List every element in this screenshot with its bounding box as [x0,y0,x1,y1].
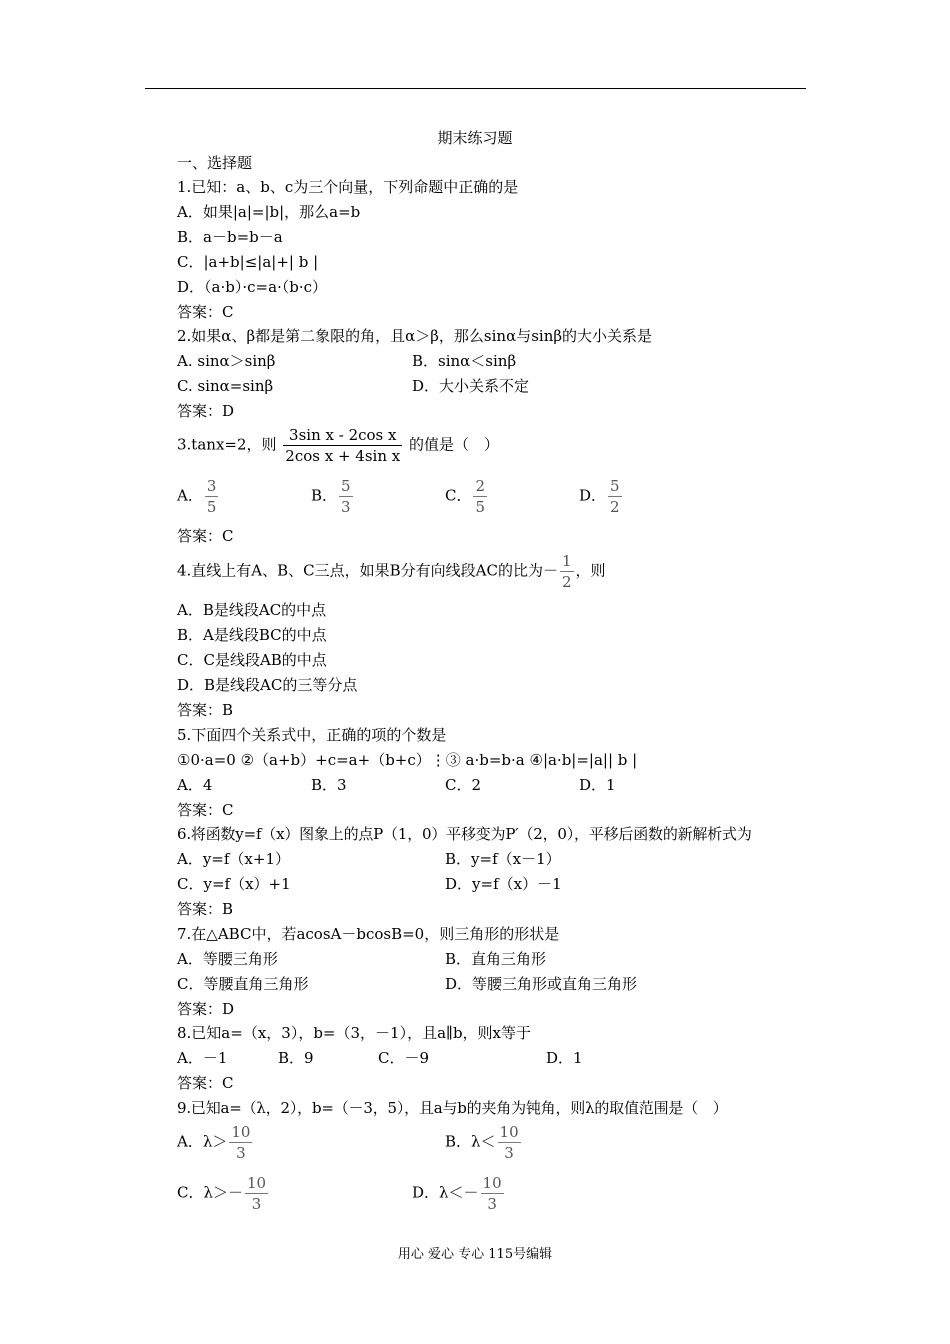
q9-option-b-num: 10 [499,1123,519,1141]
q5-stem: 5.下面四个关系式中，正确的项的个数是 [177,726,447,744]
q2-answer: 答案：D [177,402,235,420]
q9-option-c-den: 3 [251,1195,262,1213]
q3-option-a-label: A． [177,486,203,505]
q9-option-a-label: A．λ＞ [177,1132,228,1151]
q4-option-c: C．C是线段AB的中点 [177,651,327,669]
q5-option-a: A．4 [177,776,213,794]
q4-option-d: D．B是线段AC的三等分点 [177,676,358,694]
q7-option-c: C．等腰直角三角形 [177,975,309,993]
q3-option-d-label: D． [579,486,607,505]
q9-option-b-fraction [498,1122,521,1163]
q5-option-b: B．3 [311,776,347,794]
q9-option-d-den: 3 [487,1195,497,1213]
q9-option-a [177,1122,254,1163]
q3-option-d-den: 2 [610,498,620,516]
q7-option-b: B．直角三角形 [445,950,547,968]
q3-stem [177,425,499,466]
q9-option-a-den: 3 [236,1144,246,1162]
q8-option-d: D．1 [546,1049,583,1067]
q9-option-b [445,1122,523,1163]
q3-option-c-den: 5 [475,498,486,516]
q3-option-d [579,476,624,517]
q9-option-d [412,1173,506,1214]
q9-option-b-den: 3 [504,1144,514,1162]
q3-option-c-label: C． [445,486,472,505]
header-rule [145,88,806,89]
q4-stem-pre: 4.直线上有A、B、C三点，如果B分有向线段AC的比为－ [177,561,558,580]
q3-stem-post: 的值是（ ） [409,435,500,454]
q7-option-a: A．等腰三角形 [177,950,278,968]
q4-option-a: A．B是线段AC的中点 [177,601,327,619]
q8-option-c: C．－9 [378,1049,430,1067]
q5-option-d: D．1 [579,776,616,794]
q3-option-a-fraction [205,476,219,517]
q2-option-a: A. sinα＞sinβ [177,352,276,370]
q1-stem: 1.已知：a、b、c为三个向量，下列命题中正确的是 [177,178,519,196]
q9-stem: 9.已知a=（λ，2），b=（－3，5），且a与b的夹角为钝角，则λ的取值范围是（ ） [177,1099,728,1117]
q4-fraction [560,551,574,592]
q1-option-d: D．（a·b）·c=a·（b·c） [177,278,328,296]
q6-option-d: D．y=f（x）－1 [445,875,562,893]
q1-option-b: B．a－b=b－a [177,228,283,246]
q7-stem: 7.在△ABC中，若acosA－bcosB=0，则三角形的形状是 [177,925,560,943]
q3-fraction [283,425,402,466]
q3-option-b-fraction [339,476,353,517]
q3-option-a [177,476,220,517]
q1-option-a: A．如果|a|=|b|，那么a=b [177,203,361,221]
q7-option-d: D．等腰三角形或直角三角形 [445,975,638,993]
q9-option-d-label: D．λ＜－ [412,1183,479,1202]
q3-option-d-fraction [608,476,622,517]
q3-answer: 答案：C [177,527,234,545]
q6-option-c: C．y=f（x）+1 [177,875,291,893]
q4-option-b: B．A是线段BC的中点 [177,626,327,644]
q9-option-c-label: C．λ＞－ [177,1183,243,1202]
q2-option-b: B．sinα＜sinβ [412,352,517,370]
q4-fraction-denominator: 2 [561,573,572,591]
q4-answer: 答案：B [177,701,234,719]
q9-option-a-num: 10 [231,1123,251,1141]
q9-option-d-num: 10 [482,1174,502,1192]
q9-option-c-fraction [245,1173,268,1214]
q1-option-c: C．|a+b|≤|a|+| b | [177,253,319,271]
section-heading: 一、选择题 [177,154,253,172]
q6-answer: 答案：B [177,900,234,918]
q8-stem: 8.已知a=（x，3），b=（3，－1），且a∥b，则x等于 [177,1024,532,1042]
q2-option-c: C. sinα=sinβ [177,377,274,395]
q3-stem-pre: 3.tanx=2，则 [177,435,277,454]
q3-fraction-denominator: 2cos x + 4sin x [285,447,401,465]
q3-option-c-num: 2 [475,477,486,495]
q4-fraction-numerator: 1 [561,552,572,570]
q3-option-b-num: 5 [341,477,351,495]
q9-option-b-label: B．λ＜ [445,1132,496,1151]
q4-stem-post: ，则 [575,561,606,580]
q9-option-a-fraction [229,1122,252,1163]
q3-option-b [311,476,355,517]
q6-option-b: B．y=f（x－1） [445,850,561,868]
page-footer: 用心 爱心 专心 115号编辑 [397,1247,553,1262]
q3-option-b-label: B． [311,486,338,505]
q5-option-c: C．2 [445,776,482,794]
q2-option-d: D．大小关系不定 [412,377,530,395]
q2-stem: 2.如果α、β都是第二象限的角，且α＞β，那么sinα与sinβ的大小关系是 [177,327,653,345]
q7-answer: 答案：D [177,1000,235,1018]
q3-option-c [445,476,489,517]
q3-option-b-den: 3 [341,498,351,516]
q3-option-d-num: 5 [610,477,620,495]
q1-answer: 答案：C [177,303,234,321]
q6-option-a: A．y=f（x+1） [177,850,290,868]
page-title: 期末练习题 [437,129,513,147]
q8-option-b: B．9 [278,1049,314,1067]
q3-option-a-den: 5 [206,498,217,516]
q9-option-c [177,1173,270,1214]
q3-option-c-fraction [473,476,487,517]
q9-option-d-fraction [481,1173,504,1214]
q3-fraction-numerator: 3sin x - 2cos x [283,425,402,446]
q5-relations: ①0·a=0 ②（a+b）+c=a+（b+c）⋮③ a·b=b·a ④|a·b|=|a|| b | [177,751,638,769]
q6-stem: 6.将函数y=f（x）图象上的点P（1，0）平移变为P′（2，0），平移后函数的新解析式为 [177,825,752,843]
q9-option-c-num: 10 [246,1174,267,1192]
q8-answer: 答案：C [177,1074,234,1092]
q8-option-a: A．－1 [177,1049,228,1067]
q4-stem [177,551,606,592]
q5-answer: 答案：C [177,801,234,819]
q3-option-a-num: 3 [206,477,217,495]
